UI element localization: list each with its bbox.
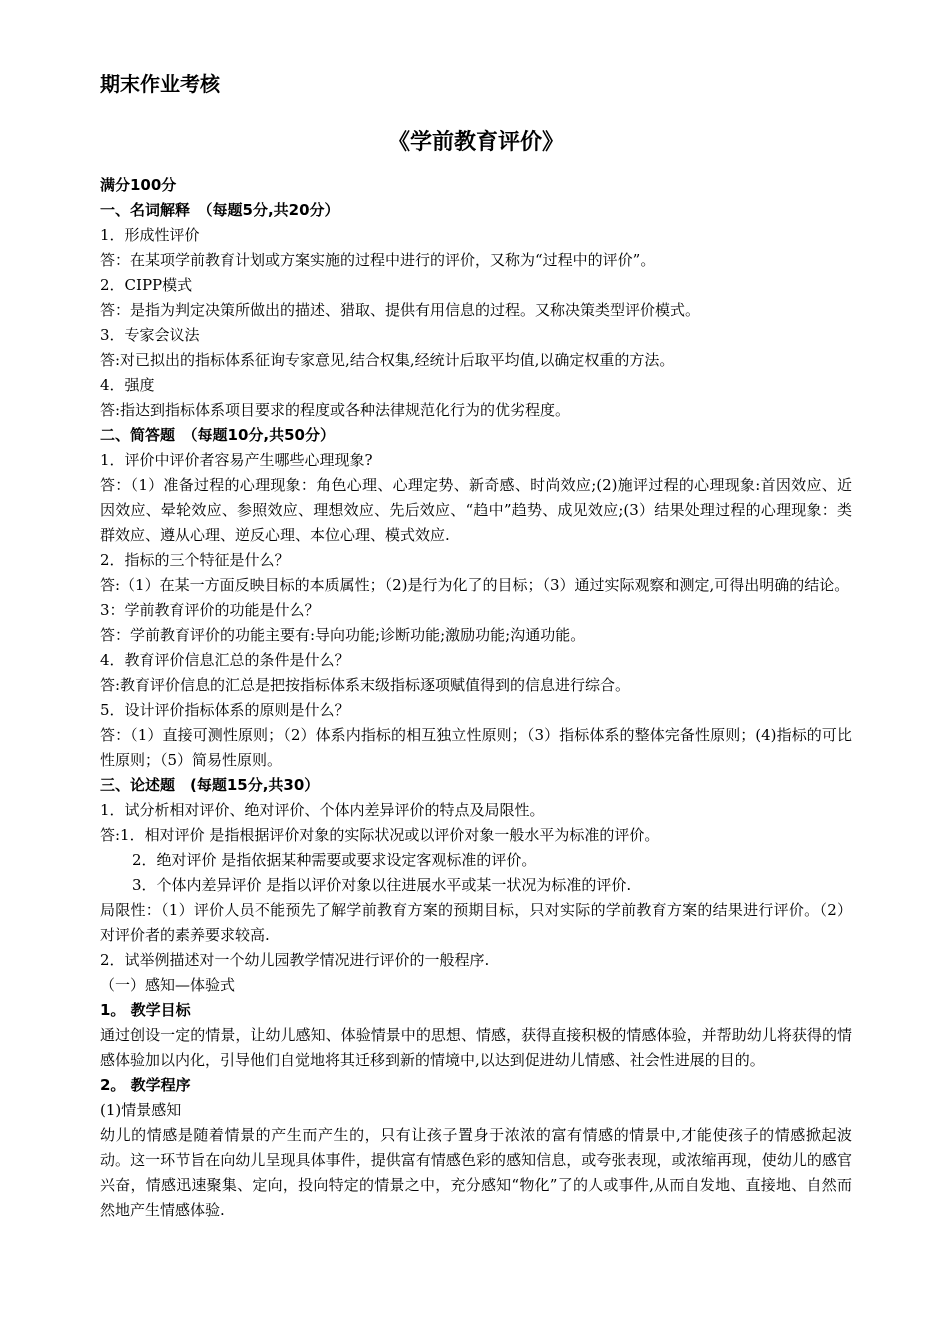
limitations: 局限性：（1）评价人员不能预先了解学前教育方案的预期目标，只对实际的学前教育方案的结果进行评价。（2）对评价者的素养要求较高.	[100, 901, 852, 944]
question: 3．专家会议法	[100, 326, 200, 344]
answer: 答：（1）准备过程的心理现象：角色心理、心理定势、新奇感、时尚效应;(2)施评过程的心理现象:首因效应、近因效应、晕轮效应、参照效应、理想效应、先后效应、“趋中”趋势、成见效应;(3）结果处理过程的心理现象：类群效应、遵从心理、逆反心理、本位心理、模式效应.	[100, 476, 852, 544]
goal-text: 通过创设一定的情景，让幼儿感知、体验情景中的思想、情感，获得直接积极的情感体验，并帮助幼儿将获得的情感体验加以内化，引导他们自觉地将其迁移到新的情境中,以达到促进幼儿情感、社会性进展的目的。	[100, 1026, 852, 1069]
section-2-heading: 二、简答题 （每题10分,共50分）	[100, 426, 335, 444]
answer: 答:指达到指标体系项目要求的程度或各种法律规范化行为的优劣程度。	[100, 401, 571, 419]
subheading: （一）感知—体验式	[100, 976, 236, 994]
question: 1．形成性评价	[100, 226, 200, 244]
question: 1．试分析相对评价、绝对评价、个体内差异评价的特点及局限性。	[100, 801, 545, 819]
procedure-heading: 2。 教学程序	[100, 1076, 191, 1094]
procedure-text: 幼儿的情感是随着情景的产生而产生的，只有让孩子置身于浓浓的富有情感的情景中,才能使孩子的情感掀起波动。这一环节旨在向幼儿呈现具体事件，提供富有情感色彩的感知信息，或夸张表现，或浓缩再现，使幼儿的感官兴奋，情感迅速聚集、定向，投向特定的情景之中，充分感知“物化”了的人或事件,从而自发地、直接地、自然而然地产生情感体验.	[100, 1126, 852, 1219]
question: 2．指标的三个特征是什么？	[100, 551, 290, 569]
answer: 答:教育评价信息的汇总是把按指标体系末级指标逐项赋值得到的信息进行综合。	[100, 676, 631, 694]
question: 2．CIPP模式	[100, 276, 193, 294]
answer-line: 答:1．相对评价 是指根据评价对象的实际状况或以评价对象一般水平为标准的评价。	[100, 826, 660, 844]
question: 5．设计评价指标体系的原则是什么？	[100, 701, 350, 719]
full-score: 满分100分	[100, 176, 177, 194]
answer: 答：学前教育评价的功能主要有:导向功能;诊断功能;激励功能;沟通功能。	[100, 626, 586, 644]
answer-line: 3．个体内差异评价 是指以评价对象以往进展水平或某一状况为标准的评价.	[132, 876, 632, 894]
section-3-heading: 三、论述题 (每题15分,共30）	[100, 776, 320, 794]
answer: 答:对已拟出的指标体系征询专家意见,结合权集,经统计后取平均值,以确定权重的方法。	[100, 351, 675, 369]
answer: 答：是指为判定决策所做出的描述、猎取、提供有用信息的过程。又称决策类型评价模式。	[100, 301, 701, 319]
course-title: 《学前教育评价》	[387, 130, 564, 155]
header-title: 期末作业考核	[100, 72, 220, 96]
section-1-heading: 一、名词解释 （每题5分,共20分）	[100, 201, 340, 219]
procedure-subheading: (1)情景感知	[100, 1101, 182, 1119]
question: 2．试举例描述对一个幼儿园教学情况进行评价的一般程序.	[100, 951, 490, 969]
question: 4．强度	[100, 376, 155, 394]
goal-heading: 1。 教学目标	[100, 1001, 191, 1019]
question: 4．教育评价信息汇总的条件是什么？	[100, 651, 350, 669]
answer: 答：在某项学前教育计划或方案实施的过程中进行的评价，又称为“过程中的评价”。	[100, 251, 656, 269]
question: 1．评价中评价者容易产生哪些心理现象?	[100, 451, 373, 469]
answer: 答：（1）直接可测性原则；（2）体系内指标的相互独立性原则；（3）指标体系的整体完备性原则；(4)指标的可比性原则；（5）简易性原则。	[100, 726, 852, 769]
answer: 答:（1）在某一方面反映目标的本质属性；（2)是行为化了的目标；（3）通过实际观察和测定,可得出明确的结论。	[100, 576, 850, 594]
answer-line: 2．绝对评价 是指依据某种需要或要求设定客观标准的评价。	[132, 851, 537, 869]
question: 3：学前教育评价的功能是什么？	[100, 601, 320, 619]
